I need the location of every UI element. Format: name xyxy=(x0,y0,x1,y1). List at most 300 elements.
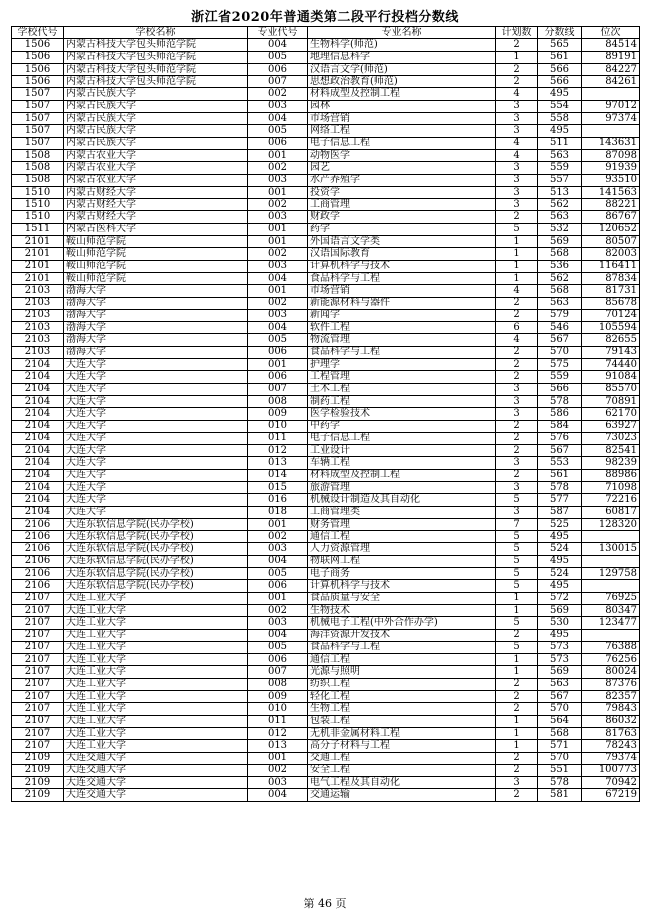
plan-count-cell: 5 xyxy=(496,641,538,653)
major-name-cell: 投资学 xyxy=(308,186,496,198)
major-name-cell: 土木工程 xyxy=(308,383,496,395)
rank-cell: 81731 xyxy=(582,285,640,297)
header-plan-count: 计划数 xyxy=(496,27,538,39)
major-code-cell: 013 xyxy=(248,740,308,752)
header-major-name: 专业名称 xyxy=(308,27,496,39)
rank-cell: 67219 xyxy=(582,789,640,801)
score-line-cell: 563 xyxy=(538,211,582,223)
school-code-cell: 2103 xyxy=(12,285,64,297)
plan-count-cell: 3 xyxy=(496,506,538,518)
major-code-cell: 006 xyxy=(248,346,308,358)
school-name-cell: 内蒙古科技大学包头师范学院 xyxy=(64,63,248,75)
major-name-cell: 物联网工程 xyxy=(308,555,496,567)
score-line-cell: 495 xyxy=(538,88,582,100)
school-name-cell: 大连大学 xyxy=(64,432,248,444)
rank-cell: 141563 xyxy=(582,186,640,198)
major-code-cell: 006 xyxy=(248,137,308,149)
school-name-cell: 鞍山师范学院 xyxy=(64,272,248,284)
rank-cell: 93510 xyxy=(582,174,640,186)
rank-cell: 88221 xyxy=(582,199,640,211)
table-row xyxy=(12,703,640,715)
plan-count-cell: 1 xyxy=(496,740,538,752)
table-row xyxy=(12,494,640,506)
plan-count-cell: 5 xyxy=(496,617,538,629)
major-name-cell: 外国语言文学类 xyxy=(308,236,496,248)
rank-cell: 70891 xyxy=(582,395,640,407)
school-name-cell: 大连东软信息学院(民办学校) xyxy=(64,568,248,580)
table-row xyxy=(12,580,640,592)
plan-count-cell: 3 xyxy=(496,162,538,174)
score-line-cell: 577 xyxy=(538,494,582,506)
score-line-cell: 563 xyxy=(538,297,582,309)
school-name-cell: 大连工业大学 xyxy=(64,617,248,629)
school-code-cell: 2104 xyxy=(12,494,64,506)
plan-count-cell: 4 xyxy=(496,149,538,161)
major-code-cell: 007 xyxy=(248,383,308,395)
table-row xyxy=(12,469,640,481)
rank-cell: 128320 xyxy=(582,518,640,530)
rank-cell: 74440 xyxy=(582,359,640,371)
school-name-cell: 大连大学 xyxy=(64,359,248,371)
major-name-cell: 医学检验技术 xyxy=(308,408,496,420)
table-row xyxy=(12,113,640,125)
plan-count-cell: 4 xyxy=(496,137,538,149)
rank-cell: 85678 xyxy=(582,297,640,309)
plan-count-cell: 2 xyxy=(496,346,538,358)
plan-count-cell: 2 xyxy=(496,691,538,703)
table-row xyxy=(12,764,640,776)
table-row xyxy=(12,629,640,641)
rank-cell: 60817 xyxy=(582,506,640,518)
major-name-cell: 动物医学 xyxy=(308,149,496,161)
major-code-cell: 003 xyxy=(248,777,308,789)
major-code-cell: 007 xyxy=(248,76,308,88)
major-code-cell: 002 xyxy=(248,199,308,211)
school-code-cell: 2106 xyxy=(12,580,64,592)
plan-count-cell: 3 xyxy=(496,100,538,112)
rank-cell xyxy=(582,531,640,543)
table-row xyxy=(12,617,640,629)
major-name-cell: 食品科学与工程 xyxy=(308,641,496,653)
score-line-cell: 563 xyxy=(538,678,582,690)
table-row xyxy=(12,395,640,407)
rank-cell xyxy=(582,88,640,100)
major-name-cell: 护理学 xyxy=(308,359,496,371)
score-line-cell: 571 xyxy=(538,740,582,752)
table-row xyxy=(12,666,640,678)
school-name-cell: 渤海大学 xyxy=(64,309,248,321)
table-row xyxy=(12,432,640,444)
major-name-cell: 财务管理 xyxy=(308,518,496,530)
school-code-cell: 2109 xyxy=(12,752,64,764)
school-code-cell: 2106 xyxy=(12,518,64,530)
score-line-cell: 572 xyxy=(538,592,582,604)
major-code-cell: 009 xyxy=(248,691,308,703)
major-code-cell: 008 xyxy=(248,395,308,407)
school-code-cell: 2104 xyxy=(12,457,64,469)
plan-count-cell: 5 xyxy=(496,580,538,592)
major-name-cell: 市场营销 xyxy=(308,285,496,297)
table-row xyxy=(12,346,640,358)
plan-count-cell: 2 xyxy=(496,39,538,51)
school-code-cell: 1507 xyxy=(12,113,64,125)
school-code-cell: 2104 xyxy=(12,408,64,420)
major-name-cell: 工商管理类 xyxy=(308,506,496,518)
major-code-cell: 002 xyxy=(248,297,308,309)
school-code-cell: 2107 xyxy=(12,678,64,690)
table-row xyxy=(12,186,640,198)
major-name-cell: 食品质量与安全 xyxy=(308,592,496,604)
school-name-cell: 大连东软信息学院(民办学校) xyxy=(64,580,248,592)
school-name-cell: 大连大学 xyxy=(64,457,248,469)
table-row xyxy=(12,457,640,469)
major-code-cell: 005 xyxy=(248,568,308,580)
table-row xyxy=(12,51,640,63)
plan-count-cell: 5 xyxy=(496,494,538,506)
school-name-cell: 鞍山师范学院 xyxy=(64,260,248,272)
major-name-cell: 市场营销 xyxy=(308,113,496,125)
score-line-cell: 559 xyxy=(538,371,582,383)
major-name-cell: 生物工程 xyxy=(308,703,496,715)
major-name-cell: 交通运输 xyxy=(308,789,496,801)
major-name-cell: 新闻学 xyxy=(308,309,496,321)
plan-count-cell: 2 xyxy=(496,678,538,690)
table-row xyxy=(12,654,640,666)
score-line-cell: 495 xyxy=(538,531,582,543)
major-name-cell: 机械设计制造及其自动化 xyxy=(308,494,496,506)
rank-cell: 105594 xyxy=(582,322,640,334)
school-name-cell: 内蒙古民族大学 xyxy=(64,137,248,149)
plan-count-cell: 5 xyxy=(496,555,538,567)
rank-cell xyxy=(582,580,640,592)
school-name-cell: 内蒙古科技大学包头师范学院 xyxy=(64,39,248,51)
school-code-cell: 2104 xyxy=(12,432,64,444)
table-row xyxy=(12,260,640,272)
major-code-cell: 004 xyxy=(248,629,308,641)
major-name-cell: 通信工程 xyxy=(308,531,496,543)
school-code-cell: 2103 xyxy=(12,346,64,358)
score-line-cell: 567 xyxy=(538,334,582,346)
table-row xyxy=(12,137,640,149)
table-row xyxy=(12,445,640,457)
score-line-cell: 561 xyxy=(538,469,582,481)
school-code-cell: 2104 xyxy=(12,359,64,371)
major-code-cell: 012 xyxy=(248,727,308,739)
major-code-cell: 001 xyxy=(248,518,308,530)
school-name-cell: 大连交通大学 xyxy=(64,752,248,764)
school-code-cell: 2106 xyxy=(12,555,64,567)
school-code-cell: 2107 xyxy=(12,666,64,678)
rank-cell xyxy=(582,125,640,137)
school-code-cell: 2104 xyxy=(12,445,64,457)
page-number: 第 46 页 xyxy=(303,897,347,910)
plan-count-cell: 2 xyxy=(496,371,538,383)
rank-cell: 80507 xyxy=(582,236,640,248)
school-name-cell: 大连大学 xyxy=(64,420,248,432)
major-code-cell: 001 xyxy=(248,752,308,764)
major-code-cell: 003 xyxy=(248,543,308,555)
major-code-cell: 001 xyxy=(248,149,308,161)
score-line-cell: 578 xyxy=(538,395,582,407)
major-code-cell: 003 xyxy=(248,260,308,272)
score-line-cell: 524 xyxy=(538,568,582,580)
rank-cell: 130015 xyxy=(582,543,640,555)
school-name-cell: 大连东软信息学院(民办学校) xyxy=(64,555,248,567)
score-line-cell: 570 xyxy=(538,703,582,715)
major-code-cell: 015 xyxy=(248,481,308,493)
plan-count-cell: 1 xyxy=(496,51,538,63)
major-code-cell: 004 xyxy=(248,272,308,284)
score-line-cell: 587 xyxy=(538,506,582,518)
plan-count-cell: 3 xyxy=(496,113,538,125)
school-code-cell: 2107 xyxy=(12,641,64,653)
score-line-cell: 554 xyxy=(538,100,582,112)
major-name-cell: 水产养殖学 xyxy=(308,174,496,186)
table-row xyxy=(12,322,640,334)
major-code-cell: 006 xyxy=(248,63,308,75)
major-name-cell: 纺织工程 xyxy=(308,678,496,690)
major-code-cell: 006 xyxy=(248,580,308,592)
school-name-cell: 大连大学 xyxy=(64,469,248,481)
school-name-cell: 渤海大学 xyxy=(64,334,248,346)
major-name-cell: 物流管理 xyxy=(308,334,496,346)
rank-cell: 79374 xyxy=(582,752,640,764)
rank-cell: 81763 xyxy=(582,727,640,739)
major-name-cell: 计算机科学与技术 xyxy=(308,580,496,592)
school-name-cell: 内蒙古农业大学 xyxy=(64,174,248,186)
plan-count-cell: 1 xyxy=(496,604,538,616)
plan-count-cell: 3 xyxy=(496,186,538,198)
major-name-cell: 计算机科学与技术 xyxy=(308,260,496,272)
table-row xyxy=(12,63,640,75)
score-line-cell: 513 xyxy=(538,186,582,198)
rank-cell: 73023 xyxy=(582,432,640,444)
major-code-cell: 002 xyxy=(248,248,308,260)
major-name-cell: 安全工程 xyxy=(308,764,496,776)
rank-cell: 72216 xyxy=(582,494,640,506)
major-name-cell: 网络工程 xyxy=(308,125,496,137)
table-row xyxy=(12,777,640,789)
major-code-cell: 001 xyxy=(248,236,308,248)
table-row xyxy=(12,76,640,88)
rank-cell: 87834 xyxy=(582,272,640,284)
school-code-cell: 2107 xyxy=(12,703,64,715)
table-row xyxy=(12,248,640,260)
rank-cell: 79143 xyxy=(582,346,640,358)
table-row xyxy=(12,740,640,752)
rank-cell: 82003 xyxy=(582,248,640,260)
major-name-cell: 工业设计 xyxy=(308,445,496,457)
school-code-cell: 2107 xyxy=(12,727,64,739)
school-code-cell: 2101 xyxy=(12,236,64,248)
school-name-cell: 渤海大学 xyxy=(64,297,248,309)
rank-cell xyxy=(582,555,640,567)
major-code-cell: 008 xyxy=(248,678,308,690)
major-code-cell: 004 xyxy=(248,39,308,51)
score-line-cell: 495 xyxy=(538,555,582,567)
school-name-cell: 渤海大学 xyxy=(64,285,248,297)
plan-count-cell: 1 xyxy=(496,727,538,739)
rank-cell: 71098 xyxy=(582,481,640,493)
school-name-cell: 鞍山师范学院 xyxy=(64,236,248,248)
major-name-cell: 思想政治教育(师范) xyxy=(308,76,496,88)
school-name-cell: 内蒙古科技大学包头师范学院 xyxy=(64,76,248,88)
school-code-cell: 2101 xyxy=(12,248,64,260)
school-name-cell: 内蒙古民族大学 xyxy=(64,125,248,137)
rank-cell: 82655 xyxy=(582,334,640,346)
school-code-cell: 2103 xyxy=(12,334,64,346)
score-line-cell: 511 xyxy=(538,137,582,149)
major-code-cell: 003 xyxy=(248,309,308,321)
table-row xyxy=(12,223,640,235)
plan-count-cell: 1 xyxy=(496,248,538,260)
table-row xyxy=(12,641,640,653)
major-code-cell: 003 xyxy=(248,174,308,186)
plan-count-cell: 1 xyxy=(496,260,538,272)
plan-count-cell: 2 xyxy=(496,469,538,481)
school-name-cell: 大连工业大学 xyxy=(64,727,248,739)
major-code-cell: 010 xyxy=(248,703,308,715)
plan-count-cell: 6 xyxy=(496,322,538,334)
school-name-cell: 大连工业大学 xyxy=(64,629,248,641)
school-code-cell: 2107 xyxy=(12,691,64,703)
major-code-cell: 006 xyxy=(248,371,308,383)
school-code-cell: 1508 xyxy=(12,149,64,161)
rank-cell: 85570 xyxy=(582,383,640,395)
school-code-cell: 2104 xyxy=(12,506,64,518)
major-name-cell: 轻化工程 xyxy=(308,691,496,703)
major-code-cell: 002 xyxy=(248,162,308,174)
score-line-cell: 573 xyxy=(538,654,582,666)
rank-cell: 129758 xyxy=(582,568,640,580)
rank-cell: 91939 xyxy=(582,162,640,174)
major-name-cell: 光源与照明 xyxy=(308,666,496,678)
plan-count-cell: 2 xyxy=(496,764,538,776)
plan-count-cell: 4 xyxy=(496,88,538,100)
school-code-cell: 1511 xyxy=(12,223,64,235)
table-row xyxy=(12,199,640,211)
school-name-cell: 内蒙古农业大学 xyxy=(64,149,248,161)
plan-count-cell: 2 xyxy=(496,76,538,88)
school-name-cell: 大连工业大学 xyxy=(64,666,248,678)
score-line-cell: 573 xyxy=(538,641,582,653)
major-code-cell: 012 xyxy=(248,445,308,457)
major-code-cell: 003 xyxy=(248,100,308,112)
school-code-cell: 2107 xyxy=(12,629,64,641)
school-code-cell: 1506 xyxy=(12,39,64,51)
rank-cell: 82541 xyxy=(582,445,640,457)
plan-count-cell: 2 xyxy=(496,359,538,371)
table-row xyxy=(12,162,640,174)
major-name-cell: 通信工程 xyxy=(308,654,496,666)
major-name-cell: 电气工程及其自动化 xyxy=(308,777,496,789)
school-name-cell: 大连工业大学 xyxy=(64,604,248,616)
score-line-cell: 566 xyxy=(538,383,582,395)
plan-count-cell: 1 xyxy=(496,272,538,284)
school-name-cell: 大连工业大学 xyxy=(64,740,248,752)
major-code-cell: 005 xyxy=(248,125,308,137)
table-row xyxy=(12,568,640,580)
plan-count-cell: 3 xyxy=(496,199,538,211)
school-code-cell: 1507 xyxy=(12,88,64,100)
school-code-cell: 2101 xyxy=(12,272,64,284)
major-code-cell: 002 xyxy=(248,531,308,543)
score-line-cell: 570 xyxy=(538,346,582,358)
rank-cell: 116411 xyxy=(582,260,640,272)
major-name-cell: 海洋资源开发技术 xyxy=(308,629,496,641)
rank-cell: 97012 xyxy=(582,100,640,112)
major-code-cell: 014 xyxy=(248,469,308,481)
major-name-cell: 材料成型及控制工程 xyxy=(308,469,496,481)
table-row xyxy=(12,297,640,309)
major-name-cell: 电子信息工程 xyxy=(308,432,496,444)
plan-count-cell: 3 xyxy=(496,457,538,469)
header-school-code: 学校代号 xyxy=(12,27,64,39)
major-code-cell: 002 xyxy=(248,88,308,100)
school-name-cell: 大连工业大学 xyxy=(64,703,248,715)
school-name-cell: 大连大学 xyxy=(64,383,248,395)
table-row xyxy=(12,691,640,703)
score-line-cell: 536 xyxy=(538,260,582,272)
plan-count-cell: 3 xyxy=(496,383,538,395)
rank-cell: 98239 xyxy=(582,457,640,469)
score-line-cell: 567 xyxy=(538,691,582,703)
header-school-name: 学校名称 xyxy=(64,27,248,39)
table-row xyxy=(12,174,640,186)
major-code-cell: 004 xyxy=(248,322,308,334)
major-code-cell: 007 xyxy=(248,666,308,678)
major-name-cell: 车辆工程 xyxy=(308,457,496,469)
school-name-cell: 大连工业大学 xyxy=(64,641,248,653)
major-code-cell: 001 xyxy=(248,359,308,371)
major-name-cell: 中药学 xyxy=(308,420,496,432)
rank-cell: 80024 xyxy=(582,666,640,678)
school-code-cell: 1507 xyxy=(12,125,64,137)
major-name-cell: 地理信息科学 xyxy=(308,51,496,63)
school-code-cell: 2107 xyxy=(12,715,64,727)
plan-count-cell: 2 xyxy=(496,445,538,457)
plan-count-cell: 2 xyxy=(496,432,538,444)
school-code-cell: 2109 xyxy=(12,777,64,789)
rank-cell: 89191 xyxy=(582,51,640,63)
major-code-cell: 005 xyxy=(248,334,308,346)
rank-cell: 123477 xyxy=(582,617,640,629)
major-name-cell: 药学 xyxy=(308,223,496,235)
major-code-cell: 006 xyxy=(248,654,308,666)
score-line-cell: 524 xyxy=(538,543,582,555)
rank-cell: 76256 xyxy=(582,654,640,666)
table-row xyxy=(12,100,640,112)
major-name-cell: 包装工程 xyxy=(308,715,496,727)
school-code-cell: 2104 xyxy=(12,420,64,432)
school-name-cell: 内蒙古财经大学 xyxy=(64,186,248,198)
table-row xyxy=(12,359,640,371)
school-name-cell: 大连大学 xyxy=(64,371,248,383)
plan-count-cell: 1 xyxy=(496,592,538,604)
score-line-cell: 495 xyxy=(538,629,582,641)
major-code-cell: 013 xyxy=(248,457,308,469)
score-line-cell: 566 xyxy=(538,63,582,75)
table-row xyxy=(12,543,640,555)
plan-count-cell: 4 xyxy=(496,334,538,346)
rank-cell: 76925 xyxy=(582,592,640,604)
table-row xyxy=(12,555,640,567)
plan-count-cell: 3 xyxy=(496,481,538,493)
plan-count-cell: 1 xyxy=(496,654,538,666)
school-name-cell: 大连东软信息学院(民办学校) xyxy=(64,531,248,543)
score-line-cell: 566 xyxy=(538,76,582,88)
header-score-line: 分数线 xyxy=(538,27,582,39)
